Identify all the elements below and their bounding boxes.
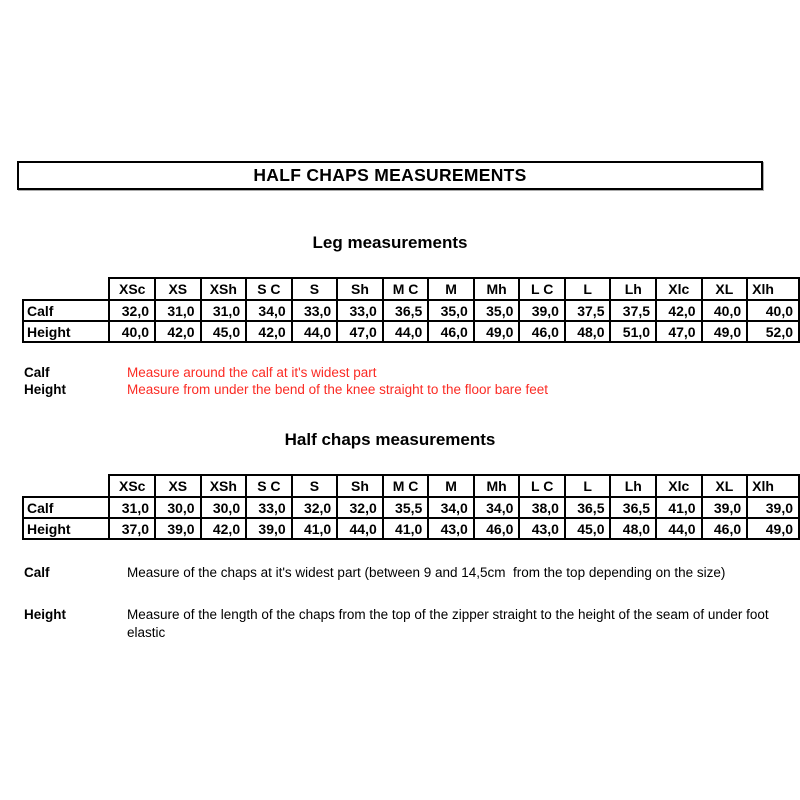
measurement-value: 39,0 xyxy=(246,518,292,539)
row-label: Calf xyxy=(23,497,109,518)
measurement-value: 39,0 xyxy=(519,300,565,321)
measurement-value: 37,5 xyxy=(565,300,611,321)
measurement-note xyxy=(24,564,775,582)
measurement-value: 48,0 xyxy=(610,518,656,539)
size-column-header: XL xyxy=(702,278,748,300)
note-label: Height xyxy=(24,607,66,622)
size-column-header: S C xyxy=(246,475,292,497)
size-column-header: L xyxy=(565,475,611,497)
measurement-value: 48,0 xyxy=(565,321,611,342)
measurement-value: 44,0 xyxy=(292,321,338,342)
size-column-header: XSc xyxy=(109,278,155,300)
size-column-header: Xlc xyxy=(656,278,702,300)
note-text: Measure of the chaps at it's widest part (between 9 and 14,5cm from the top depending on the size) xyxy=(127,565,726,580)
measurement-value: 42,0 xyxy=(201,518,247,539)
half-chaps-measurement-notes xyxy=(24,564,775,642)
size-column-header: L C xyxy=(519,475,565,497)
row-label: Height xyxy=(23,321,109,342)
measurement-value: 46,0 xyxy=(702,518,748,539)
size-column-header: XL xyxy=(702,475,748,497)
note-text: Measure from under the bend of the knee straight to the floor bare feet xyxy=(127,382,549,397)
measurement-value: 31,0 xyxy=(155,300,201,321)
measurement-value: 37,0 xyxy=(109,518,155,539)
measurement-value: 37,5 xyxy=(610,300,656,321)
measurement-value: 36,5 xyxy=(610,497,656,518)
measurement-value: 40,0 xyxy=(702,300,748,321)
size-column-header: XS xyxy=(155,278,201,300)
measurement-value: 44,0 xyxy=(656,518,702,539)
measurement-note xyxy=(24,364,775,381)
size-column-header: Sh xyxy=(337,475,383,497)
document-title-box xyxy=(17,161,763,190)
measurement-note xyxy=(24,381,775,398)
measurement-value: 40,0 xyxy=(747,300,799,321)
measurement-value: 47,0 xyxy=(337,321,383,342)
measurement-value: 39,0 xyxy=(747,497,799,518)
size-column-header: XSc xyxy=(109,475,155,497)
measurement-value: 47,0 xyxy=(656,321,702,342)
table-row xyxy=(23,497,799,518)
size-column-header: Lh xyxy=(610,278,656,300)
measurement-value: 33,0 xyxy=(292,300,338,321)
measurement-value: 49,0 xyxy=(474,321,520,342)
size-column-header: XSh xyxy=(201,475,247,497)
note-label: Calf xyxy=(24,365,50,380)
size-column-header: Lh xyxy=(610,475,656,497)
measurement-value: 39,0 xyxy=(702,497,748,518)
measurement-value: 33,0 xyxy=(246,497,292,518)
size-column-header: Xlc xyxy=(656,475,702,497)
measurement-value: 34,0 xyxy=(428,497,474,518)
size-column-header: M xyxy=(428,278,474,300)
measurement-value: 33,0 xyxy=(337,300,383,321)
note-text: Measure of the length of the chaps from the top of the zipper straight to the height of the seam of under foot elastic xyxy=(127,607,773,640)
size-column-header: Xlh xyxy=(747,278,799,300)
measurement-value: 40,0 xyxy=(109,321,155,342)
size-column-header: Mh xyxy=(474,278,520,300)
table-row xyxy=(23,518,799,539)
measurement-value: 34,0 xyxy=(474,497,520,518)
measurement-value: 35,0 xyxy=(428,300,474,321)
size-column-header: M xyxy=(428,475,474,497)
measurement-value: 38,0 xyxy=(519,497,565,518)
measurement-value: 49,0 xyxy=(747,518,799,539)
size-column-header: S C xyxy=(246,278,292,300)
measurement-note xyxy=(24,606,775,642)
note-text: Measure around the calf at it's widest part xyxy=(127,365,377,380)
row-label: Height xyxy=(23,518,109,539)
measurement-value: 32,0 xyxy=(292,497,338,518)
size-column-header: Sh xyxy=(337,278,383,300)
size-column-header: L xyxy=(565,278,611,300)
leg-measurement-notes xyxy=(24,364,775,398)
size-column-header: S xyxy=(292,278,338,300)
size-column-header: S xyxy=(292,475,338,497)
measurement-value: 39,0 xyxy=(155,518,201,539)
size-column-header: Mh xyxy=(474,475,520,497)
measurement-value: 46,0 xyxy=(428,321,474,342)
measurement-value: 32,0 xyxy=(337,497,383,518)
measurement-value: 44,0 xyxy=(383,321,429,342)
measurement-value: 41,0 xyxy=(292,518,338,539)
size-column-header: XS xyxy=(155,475,201,497)
measurement-value: 45,0 xyxy=(565,518,611,539)
measurement-value: 36,5 xyxy=(565,497,611,518)
measurement-value: 34,0 xyxy=(246,300,292,321)
measurement-value: 41,0 xyxy=(383,518,429,539)
table-row xyxy=(23,321,799,342)
size-column-header: M C xyxy=(383,475,429,497)
measurement-value: 42,0 xyxy=(246,321,292,342)
section-heading-leg-measurements: Leg measurements xyxy=(312,233,468,252)
size-column-header: Xlh xyxy=(747,475,799,497)
measurement-value: 42,0 xyxy=(656,300,702,321)
measurement-value: 30,0 xyxy=(201,497,247,518)
table-corner-cell xyxy=(23,278,109,300)
measurement-value: 51,0 xyxy=(610,321,656,342)
measurement-value: 46,0 xyxy=(519,321,565,342)
size-column-header: M C xyxy=(383,278,429,300)
table-corner-cell xyxy=(23,475,109,497)
measurement-value: 42,0 xyxy=(155,321,201,342)
section-heading-half-chaps-measurements: Half chaps measurements xyxy=(284,430,496,449)
measurement-value: 44,0 xyxy=(337,518,383,539)
measurement-value: 45,0 xyxy=(201,321,247,342)
size-column-header: XSh xyxy=(201,278,247,300)
measurement-value: 35,5 xyxy=(383,497,429,518)
measurement-value: 49,0 xyxy=(702,321,748,342)
measurement-value: 52,0 xyxy=(747,321,799,342)
note-label: Calf xyxy=(24,565,50,580)
leg-measurements-table xyxy=(22,277,800,343)
measurement-value: 36,5 xyxy=(383,300,429,321)
measurement-value: 31,0 xyxy=(201,300,247,321)
measurement-value: 31,0 xyxy=(109,497,155,518)
measurement-value: 32,0 xyxy=(109,300,155,321)
row-label: Calf xyxy=(23,300,109,321)
measurement-value: 30,0 xyxy=(155,497,201,518)
size-header-row xyxy=(23,278,799,300)
table-row xyxy=(23,300,799,321)
document-title: HALF CHAPS MEASUREMENTS xyxy=(253,165,527,185)
measurement-value: 41,0 xyxy=(656,497,702,518)
size-header-row xyxy=(23,475,799,497)
measurement-value: 46,0 xyxy=(474,518,520,539)
size-column-header: L C xyxy=(519,278,565,300)
note-label: Height xyxy=(24,382,66,397)
measurement-value: 43,0 xyxy=(519,518,565,539)
half-chaps-measurements-table xyxy=(22,474,800,540)
measurement-value: 43,0 xyxy=(428,518,474,539)
measurement-value: 35,0 xyxy=(474,300,520,321)
